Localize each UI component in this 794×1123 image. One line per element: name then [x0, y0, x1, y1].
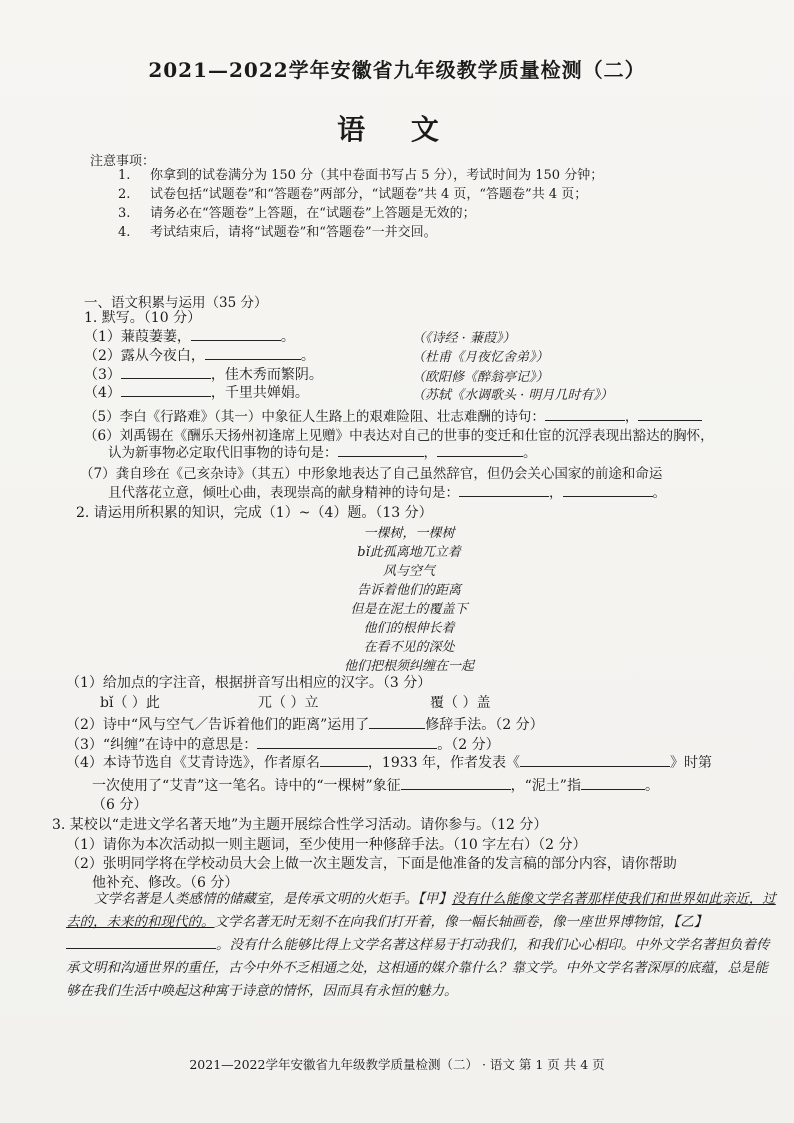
note-item: 4. 考试结束后，请将“试题卷”和“答题卷”一并交回。	[118, 225, 437, 240]
q3-sub-2b: 他补充、修改。（6 分）	[92, 875, 239, 891]
q1-line-2: （2）露从今夜白， 。	[84, 345, 315, 365]
q2-sub-2: （2）诗中“风与空气／告诉着他们的距离”运用了 修辞手法。（2 分）	[66, 714, 544, 734]
q1-line-4: （4） ，千里共婵娟。	[84, 382, 309, 402]
q3-sub-1: （1）请你为本次活动拟一则主题词，至少使用一种修辞手法。（10 字左右）（2 分）	[66, 837, 587, 853]
q2-sub-1a: bǐ（ ）此	[100, 695, 160, 711]
poem-line: 告诉着他们的距离	[356, 583, 461, 598]
note-item: 2. 试卷包括“试题卷”和“答题卷”两部分，“试题卷”共 4 页，“答题卷”共 4 页；	[118, 187, 588, 202]
page-footer: 2021—2022学年安徽省九年级教学质量检测（二） · 语文 第 1 页 共 4 页	[189, 1057, 605, 1072]
notes-heading: 注意事项：	[90, 154, 156, 169]
q1-line-3: （3） ，佳木秀而繁阴。	[84, 364, 323, 384]
q1-source-3: （欧阳修《醉翁亭记》）	[412, 370, 549, 385]
q2-sub-1b: 兀（ ）立	[258, 695, 319, 711]
subject-title: 语 文	[337, 113, 457, 146]
q1-line-1: （1）蒹葭萋萋， 。	[84, 326, 295, 346]
q1-line-7: （7）龚自珍在《己亥杂诗》（其五）中形象地表达了自己虽然辞官，但仍会关心国家的前途和命运	[80, 466, 663, 482]
note-item: 1. 你拿到的试卷满分为 150 分（其中卷面书写占 5 分），考试时间为 150 分钟；	[118, 168, 604, 183]
q2-heading: 2. 请运用所积累的知识，完成（1）~（4）题。（13 分）	[76, 505, 433, 521]
poem-line: 风与空气	[382, 564, 435, 579]
q2-sub-4: （4）本诗节选自《艾青诗选》，作者原名 ，1933 年，作者发表《 》时第	[66, 752, 712, 772]
section-heading: 一、语文积累与运用（35 分）	[84, 295, 268, 311]
q1-source-1: （《诗经 · 蒹葭》）	[412, 331, 516, 346]
q1-line-6: （6）刘禹锡在《酬乐天扬州初逢席上见赠》中表达对自己的世事的变迁和仕宦的沉浮表现出豁达的胸怀，	[84, 428, 714, 444]
notes-list	[118, 166, 603, 242]
q1-source-4: （苏轼《水调歌头 · 明月几时有》）	[412, 388, 613, 403]
poem-line: bǐ此孤离地兀立着	[357, 545, 461, 560]
q3-sub-2: （2）张明同学将在学校动员大会上做一次主题发言，下面是他准备的发言稿的部分内容，请你帮助	[66, 856, 677, 872]
q2-sub-1c: 覆（ ）盖	[430, 695, 491, 711]
q2-sub-1: （1）给加点的字注音，根据拼音写出相应的汉字。（3 分）	[66, 675, 432, 691]
poem-line: 但是在泥土的覆盖下	[350, 602, 468, 617]
q1-line-6b: 认为新事物必定取代旧事物的诗句是： ， 。	[108, 441, 537, 461]
q3-passage: 文学名著是人类感情的储藏室，是传承文明的火炬手。【甲】没有什么能像文学名著那样使我们和世界如此亲近，过去的，未来的和现代的。文学名著无时无刻不在向我们打开着，像一幅长轴画卷，像一座世界博物馆，【乙】。没有什么能够比得上文学名著这样易于打动我们，和我们心心相印。中外文学名著担负着传承文明和沟通世界的重任，古今中外不乏相通之处，这相通的媒介靠什么？靠文学。中外文学名著深厚的底蕴，总是能够在我们生活中唤起这种寓于诗意的情怀，因而具有永恒的魅力。	[66, 891, 776, 999]
q2-sub-4c: （6 分）	[92, 797, 148, 813]
q1-source-2: （杜甫《月夜忆舍弟》）	[412, 350, 549, 365]
poem-line: 在看不见的深处	[363, 640, 455, 655]
q1-line-7b: 且代落花立意，倾吐心曲，表现崇高的献身精神的诗句是： ， 。	[108, 481, 666, 501]
q2-sub-3: （3）“纠缠”在诗中的意思是： 。（2 分）	[66, 734, 500, 754]
q2-sub-4b: 一次使用了“艾青”这一笔名。诗中的“一棵树”象征 ，“泥土”指 。	[92, 775, 659, 795]
exam-title: 2021—2022学年安徽省九年级教学质量检测（二）	[148, 58, 646, 82]
poem-line: 他们的根伸长着	[363, 621, 455, 636]
poem-line: 他们把根须纠缠在一起	[343, 659, 474, 674]
note-item: 3. 请务必在“答题卷”上答题，在“试题卷”上答题是无效的；	[118, 206, 476, 221]
q1-heading: 1. 默写。（10 分）	[84, 310, 202, 326]
q3-heading: 3. 某校以“走进文学名著天地”为主题开展综合性学习活动。请你参与。（12 分）	[52, 817, 548, 833]
q1-line-5: （5）李白《行路难》（其一）中象征人生路上的艰难险阻、壮志难酬的诗句： ，	[84, 405, 702, 425]
poem-line: 一棵树，一棵树	[363, 526, 455, 541]
